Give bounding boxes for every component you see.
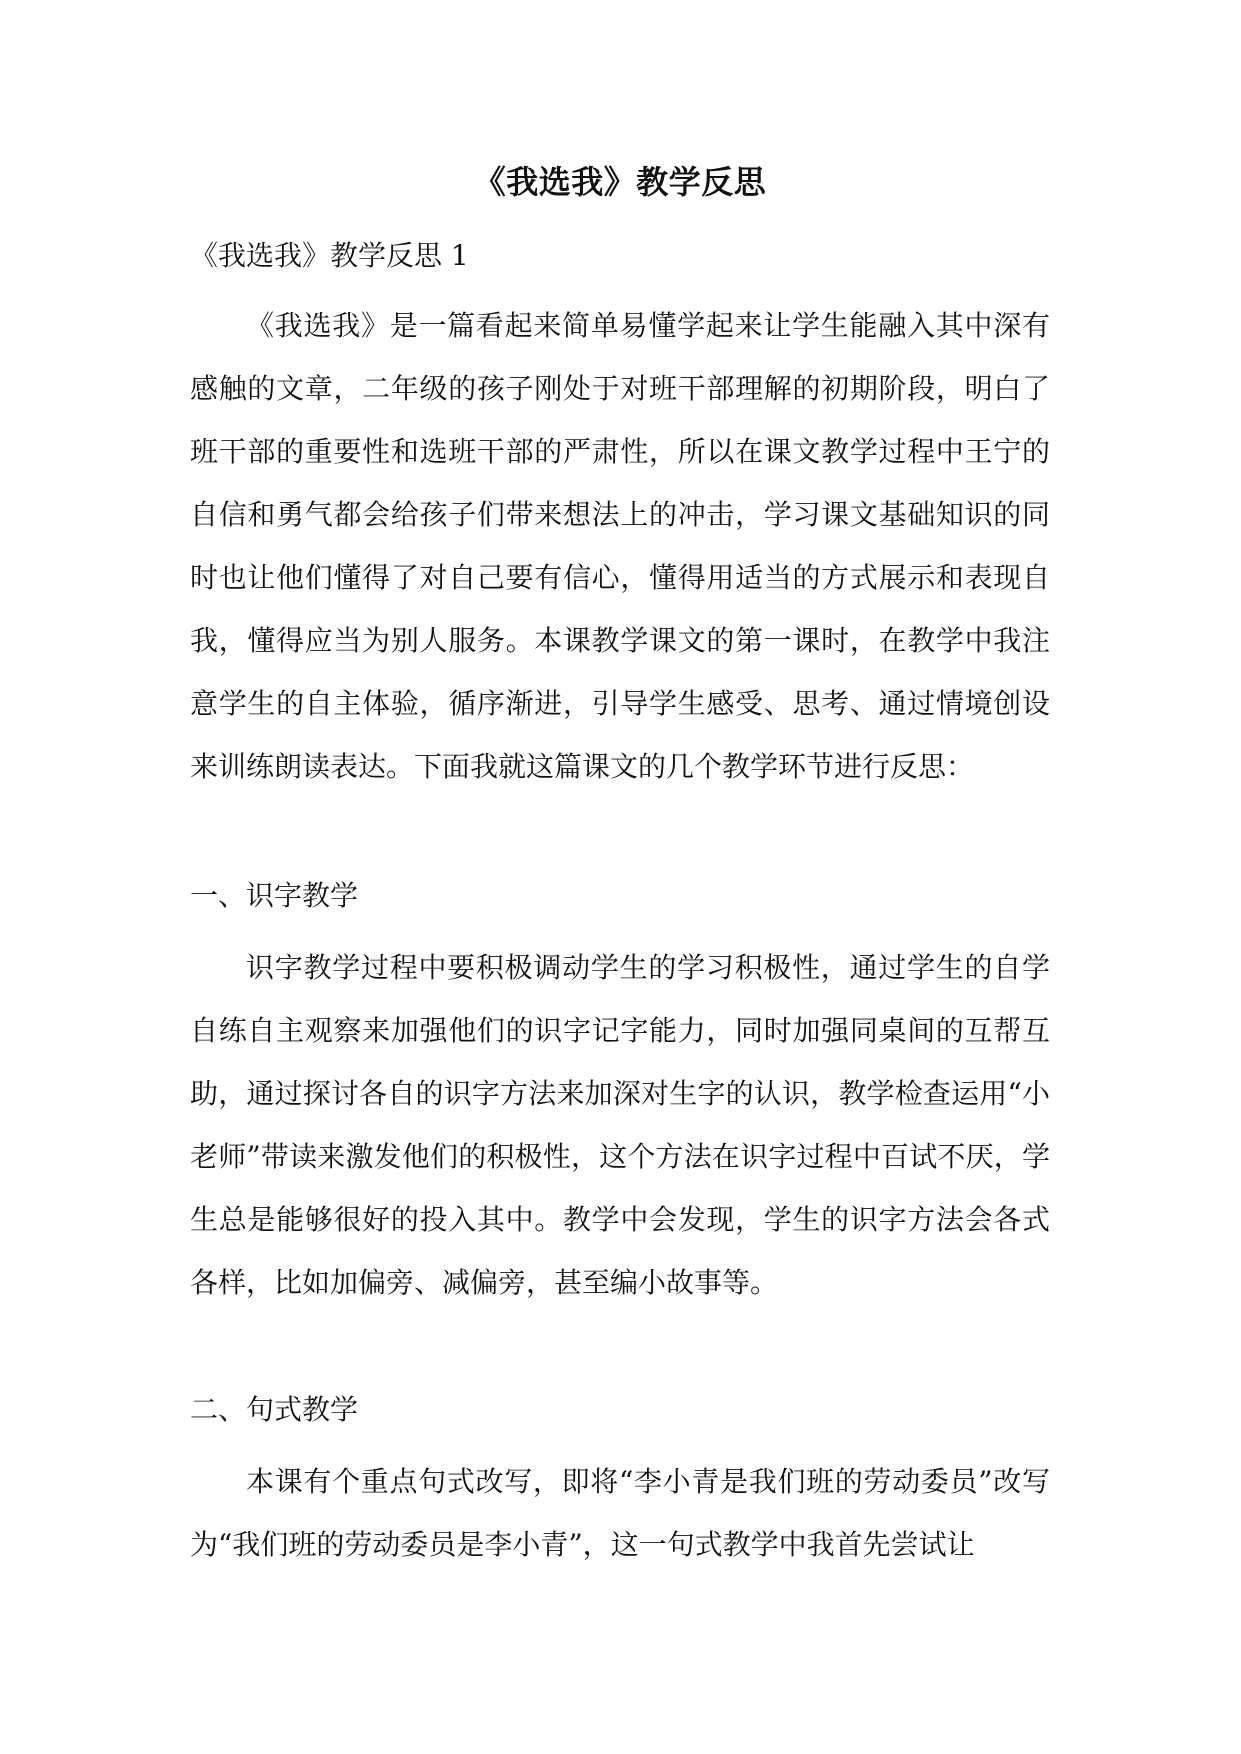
section-heading-literacy: 一、识字教学	[190, 879, 359, 912]
document-subtitle: 《我选我》教学反思 1	[190, 239, 469, 272]
document-content	[190, 160, 1050, 1576]
document-title: 《我选我》教学反思	[473, 163, 767, 201]
section-spacer	[190, 798, 1050, 872]
section-heading-sentence: 二、句式教学	[190, 1393, 359, 1426]
section-body-sentence: 本课有个重点句式改写，即将“李小青是我们班的劳动委员”改写为“我们班的劳动委员是李小青”，这一句式教学中我首先尝试让	[190, 1465, 1050, 1561]
intro-paragraph: 《我选我》是一篇看起来简单易懂学起来让学生能融入其中深有感触的文章，二年级的孩子刚处于对班干部理解的初期阶段，明白了班干部的重要性和选班干部的严肃性，所以在课文教学过程中王宁的自信和勇气都会给孩子们带来想法上的冲击，学习课文基础知识的同时也让他们懂得了对自己要有信心，懂得用适当的方式展示和表现自我，懂得应当为别人服务。本课教学课文的第一课时，在教学中我注意学生的自主体验，循序渐进，引导学生感受、思考、通过情境创设来训练朗读表达。下面我就这篇课文的几个教学环节进行反思：	[190, 309, 1050, 783]
section-spacer	[190, 1314, 1050, 1386]
section-body-literacy: 识字教学过程中要积极调动学生的学习积极性，通过学生的自学自练自主观察来加强他们的识字记字能力，同时加强同桌间的互帮互助，通过探讨各自的识字方法来加深对生字的认识，教学检查运用“小老师”带读来激发他们的积极性，这个方法在识字过程中百试不厌，学生总是能够很好的投入其中。教学中会发现，学生的识字方法会各式各样，比如加偏旁、减偏旁，甚至编小故事等。	[190, 951, 1050, 1299]
